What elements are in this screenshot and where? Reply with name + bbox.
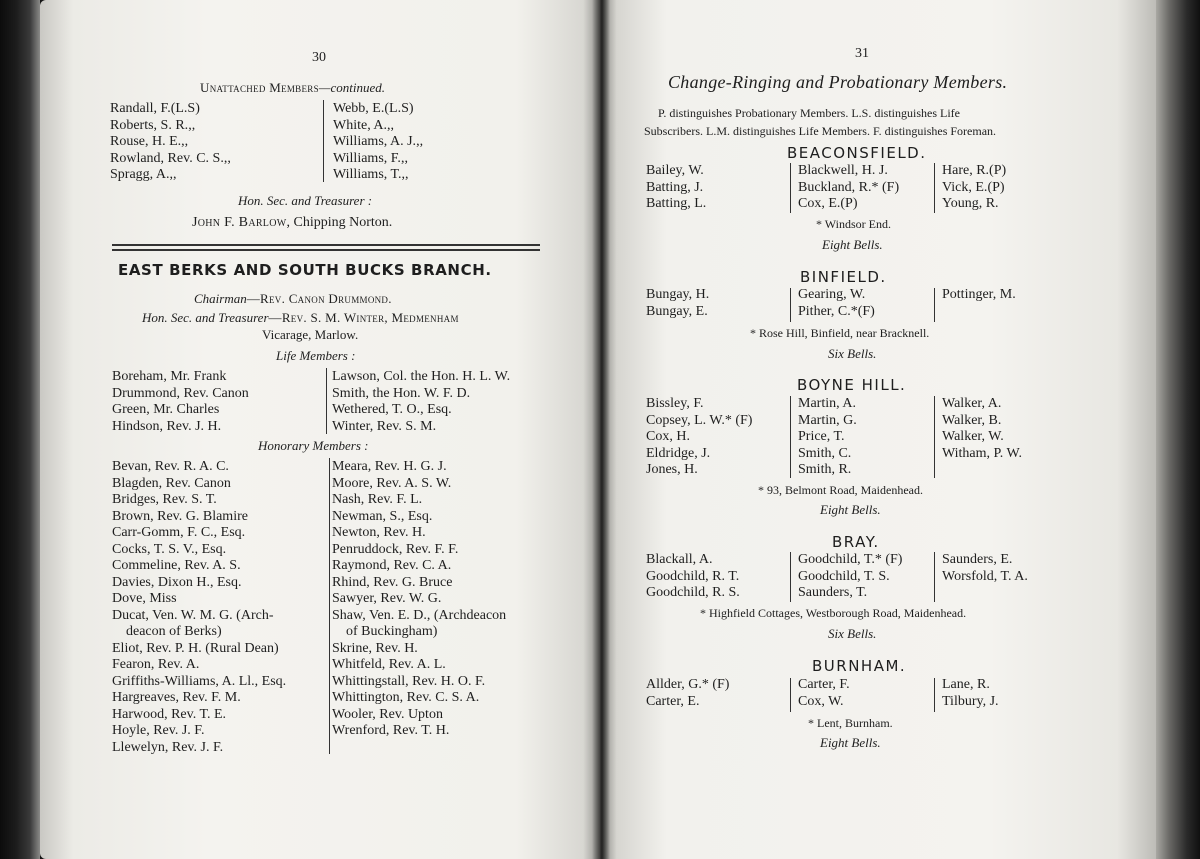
- list-item: Spragg, A.,,: [110, 167, 177, 182]
- tower-col1: [646, 163, 776, 213]
- list-item: Williams, F.,,: [333, 150, 408, 166]
- tower-col3: [942, 552, 1078, 585]
- list-item: Roberts, S. R.,,: [110, 117, 196, 133]
- column-divider: [329, 458, 330, 754]
- list-item: White, A.,,: [333, 117, 395, 133]
- column-divider: [934, 163, 935, 213]
- list-item: Griffiths-Williams, A. Ll., Esq.: [112, 673, 287, 689]
- list-item: Vick, E.(P): [942, 179, 1005, 195]
- list-item: deacon of Berks): [126, 624, 222, 639]
- list-item: Cox, W.: [798, 693, 844, 709]
- legend-line-2: Subscribers. L.M. distinguishes Life Members. F. distinguishes Foreman.: [644, 124, 997, 138]
- list-item: Hargreaves, Rev. F. M.: [112, 690, 241, 705]
- tower-note: * Rose Hill, Binfield, near Bracknell.: [750, 326, 930, 340]
- list-item: Bailey, W.: [646, 163, 704, 178]
- list-item: Bridges, Rev. S. T.: [112, 492, 217, 507]
- list-item: Shaw, Ven. E. D., (Archdeacon: [332, 607, 507, 623]
- tower-heading-bray: BRAY.: [832, 533, 880, 551]
- list-item: Martin, G.: [798, 412, 857, 428]
- page-number: 31: [855, 46, 869, 61]
- list-item: Moore, Rev. A. S. W.: [332, 475, 452, 491]
- page-number: 30: [312, 50, 326, 65]
- tower-col2: [798, 163, 928, 213]
- list-item: Eldridge, J.: [646, 445, 711, 461]
- list-item: Blagden, Rev. Canon: [112, 475, 231, 491]
- list-item: Skrine, Rev. H.: [332, 640, 418, 656]
- list-item: Davies, Dixon H., Esq.: [112, 574, 242, 590]
- branch-title: EAST BERKS AND SOUTH BUCKS BRANCH.: [118, 261, 492, 279]
- list-item: Hoyle, Rev. J. F.: [112, 723, 205, 738]
- tower-note: * Windsor End.: [816, 217, 891, 231]
- list-item: Commeline, Rev. A. S.: [112, 558, 241, 573]
- list-item: Smith, R.: [798, 462, 852, 477]
- tower-col3: [942, 396, 1078, 462]
- branch-hon-sec-line: Hon. Sec. and Treasurer—Rev. S. M. Winter, Medmenham: [142, 310, 459, 325]
- list-item: Price, T.: [798, 429, 845, 444]
- list-item: Whittington, Rev. C. S. A.: [332, 690, 480, 705]
- list-item: Bungay, E.: [646, 303, 708, 319]
- list-item: Fearon, Rev. A.: [112, 657, 200, 672]
- list-item: of Buckingham): [346, 624, 438, 639]
- chairman-line: Chairman—Rev. Canon Drummond.: [194, 291, 392, 306]
- tower-heading-burnham: BURNHAM.: [812, 657, 907, 675]
- tower-bells: Six Bells.: [828, 346, 877, 361]
- life-members-label: Life Members :: [276, 348, 356, 363]
- tower-bells: Eight Bells.: [822, 237, 883, 252]
- list-item: Nash, Rev. F. L.: [332, 492, 423, 507]
- tower-heading-beaconsfield: BEACONSFIELD.: [787, 144, 927, 162]
- list-item: Raymond, Rev. C. A.: [332, 558, 452, 573]
- column-divider: [934, 678, 935, 712]
- tower-heading-boyne-hill: BOYNE HILL.: [797, 376, 907, 394]
- list-item: Green, Mr. Charles: [112, 402, 220, 417]
- list-item: Winter, Rev. S. M.: [332, 418, 437, 434]
- list-item: Goodchild, R. S.: [646, 585, 740, 600]
- list-item: Wooler, Rev. Upton: [332, 706, 443, 722]
- list-item: Whittingstall, Rev. H. O. F.: [332, 673, 486, 689]
- list-item: Worsfold, T. A.: [942, 568, 1028, 584]
- list-item: Smith, the Hon. W. F. D.: [332, 385, 471, 401]
- rule-bottom: [112, 249, 540, 251]
- list-item: Newton, Rev. H.: [332, 525, 426, 540]
- list-item: Martin, A.: [798, 396, 856, 411]
- tower-bells: Eight Bells.: [820, 735, 881, 750]
- list-item: Ducat, Ven. W. M. G. (Arch-: [112, 607, 274, 623]
- list-item: Batting, J.: [646, 179, 704, 195]
- tower-bells: Six Bells.: [828, 626, 877, 641]
- legend-line-1: P. distinguishes Probationary Members. L.S. distinguishes Life: [658, 106, 960, 120]
- list-item: Saunders, T.: [798, 585, 868, 600]
- list-item: Hindson, Rev. J. H.: [112, 418, 222, 434]
- list-item: Rowland, Rev. C. S.,,: [110, 150, 231, 166]
- tower-col2: [798, 677, 928, 710]
- list-item: Allder, G.* (F): [646, 677, 730, 692]
- list-item: Boreham, Mr. Frank: [112, 369, 227, 384]
- tower-col1: [646, 677, 786, 710]
- list-item: Cox, E.(P): [798, 196, 858, 211]
- tower-col3: [942, 163, 1078, 213]
- list-item: Eliot, Rev. P. H. (Rural Dean): [112, 640, 279, 656]
- tower-note: * Lent, Burnham.: [808, 716, 893, 730]
- list-item: Newman, S., Esq.: [332, 508, 433, 524]
- list-item: Webb, E.(L.S): [333, 101, 414, 116]
- list-item: Lane, R.: [942, 677, 990, 692]
- list-item: Witham, P. W.: [942, 445, 1022, 461]
- honorary-col2: [332, 459, 546, 740]
- list-item: Drummond, Rev. Canon: [112, 385, 249, 401]
- unattached-col2: [333, 101, 539, 184]
- page-title: Change-Ringing and Probationary Members.: [668, 72, 1008, 92]
- list-item: Penruddock, Rev. F. F.: [332, 541, 459, 557]
- list-item: Carr-Gomm, F. C., Esq.: [112, 525, 246, 540]
- list-item: Brown, Rev. G. Blamire: [112, 508, 248, 524]
- list-item: Goodchild, T. S.: [798, 568, 890, 584]
- list-item: Gearing, W.: [798, 287, 866, 302]
- list-item: Rhind, Rev. G. Bruce: [332, 574, 453, 590]
- tower-note: * Highfield Cottages, Westborough Road, Maidenhead.: [700, 606, 967, 620]
- list-item: Rouse, H. E.,,: [110, 134, 189, 149]
- list-item: Dove, Miss: [112, 591, 177, 606]
- column-divider: [790, 678, 791, 712]
- book-edge-left: [0, 0, 40, 859]
- list-item: Blackall, A.: [646, 552, 713, 567]
- list-item: Walker, B.: [942, 412, 1002, 428]
- column-divider: [790, 552, 791, 602]
- column-divider: [790, 288, 791, 322]
- list-item: Blackwell, H. J.: [798, 163, 888, 178]
- column-divider: [323, 100, 324, 182]
- list-item: Sawyer, Rev. W. G.: [332, 591, 442, 606]
- book-gutter: [592, 0, 610, 859]
- honorary-members-label: Honorary Members :: [258, 438, 369, 453]
- list-item: Batting, L.: [646, 196, 707, 211]
- rule-top: [112, 244, 540, 246]
- list-item: Williams, T.,,: [333, 167, 409, 182]
- tower-col2: [798, 287, 928, 320]
- list-item: Hare, R.(P): [942, 163, 1007, 178]
- list-item: Williams, A. J.,,: [333, 134, 424, 149]
- list-item: Pither, C.*(F): [798, 303, 875, 319]
- tower-note: * 93, Belmont Road, Maidenhead.: [758, 483, 923, 497]
- list-item: Goodchild, T.* (F): [798, 552, 903, 567]
- tower-col3: [942, 287, 1078, 304]
- column-divider: [934, 396, 935, 478]
- tower-col1: [646, 396, 786, 479]
- honorary-col1: [112, 459, 326, 756]
- list-item: Llewelyn, Rev. J. F.: [112, 739, 224, 755]
- column-divider: [790, 163, 791, 213]
- tower-col3: [942, 677, 1078, 710]
- list-item: Bevan, Rev. R. A. C.: [112, 459, 229, 474]
- tower-col1: [646, 287, 776, 320]
- list-item: Pottinger, M.: [942, 287, 1016, 302]
- tower-heading-binfield: BINFIELD.: [800, 268, 887, 286]
- list-item: Saunders, E.: [942, 552, 1013, 567]
- tower-bells: Eight Bells.: [820, 502, 881, 517]
- column-divider: [934, 288, 935, 322]
- book-edge-right: [1156, 0, 1200, 859]
- tower-col1: [646, 552, 786, 602]
- list-item: Harwood, Rev. T. E.: [112, 706, 227, 722]
- unattached-col1: [110, 101, 315, 184]
- left-page: [40, 0, 600, 859]
- column-divider: [790, 396, 791, 478]
- column-divider: [326, 368, 327, 434]
- tower-col2: [798, 396, 928, 479]
- branch-hon-sec-line2: Vicarage, Marlow.: [262, 327, 359, 342]
- list-item: Jones, H.: [646, 462, 698, 477]
- list-item: Goodchild, R. T.: [646, 568, 740, 584]
- list-item: Bungay, H.: [646, 287, 710, 302]
- list-item: Cocks, T. S. V., Esq.: [112, 541, 227, 557]
- list-item: Walker, A.: [942, 396, 1002, 411]
- list-item: Wethered, T. O., Esq.: [332, 402, 452, 417]
- hon-sec-label: Hon. Sec. and Treasurer :: [238, 193, 373, 208]
- list-item: Buckland, R.* (F): [798, 179, 900, 195]
- list-item: Whitfeld, Rev. A. L.: [332, 657, 446, 672]
- list-item: Randall, F.(L.S): [110, 101, 200, 116]
- life-col1: [112, 369, 322, 435]
- column-divider: [934, 552, 935, 602]
- tower-col2: [798, 552, 928, 602]
- list-item: Walker, W.: [942, 429, 1004, 444]
- list-item: Wrenford, Rev. T. H.: [332, 723, 450, 738]
- list-item: Copsey, L. W.* (F): [646, 412, 753, 428]
- life-col2: [332, 369, 544, 435]
- right-page: [600, 0, 1156, 859]
- list-item: Young, R.: [942, 196, 999, 211]
- list-item: Smith, C.: [798, 445, 852, 461]
- hon-sec-line: John F. Barlow, Chipping Norton.: [192, 215, 393, 230]
- list-item: Tilbury, J.: [942, 693, 999, 709]
- unattached-heading: Unattached Members—continued.: [200, 80, 385, 95]
- list-item: Cox, H.: [646, 429, 690, 444]
- list-item: Lawson, Col. the Hon. H. L. W.: [332, 369, 511, 384]
- list-item: Carter, E.: [646, 693, 700, 709]
- list-item: Bissley, F.: [646, 396, 704, 411]
- list-item: Meara, Rev. H. G. J.: [332, 459, 447, 474]
- list-item: Carter, F.: [798, 677, 850, 692]
